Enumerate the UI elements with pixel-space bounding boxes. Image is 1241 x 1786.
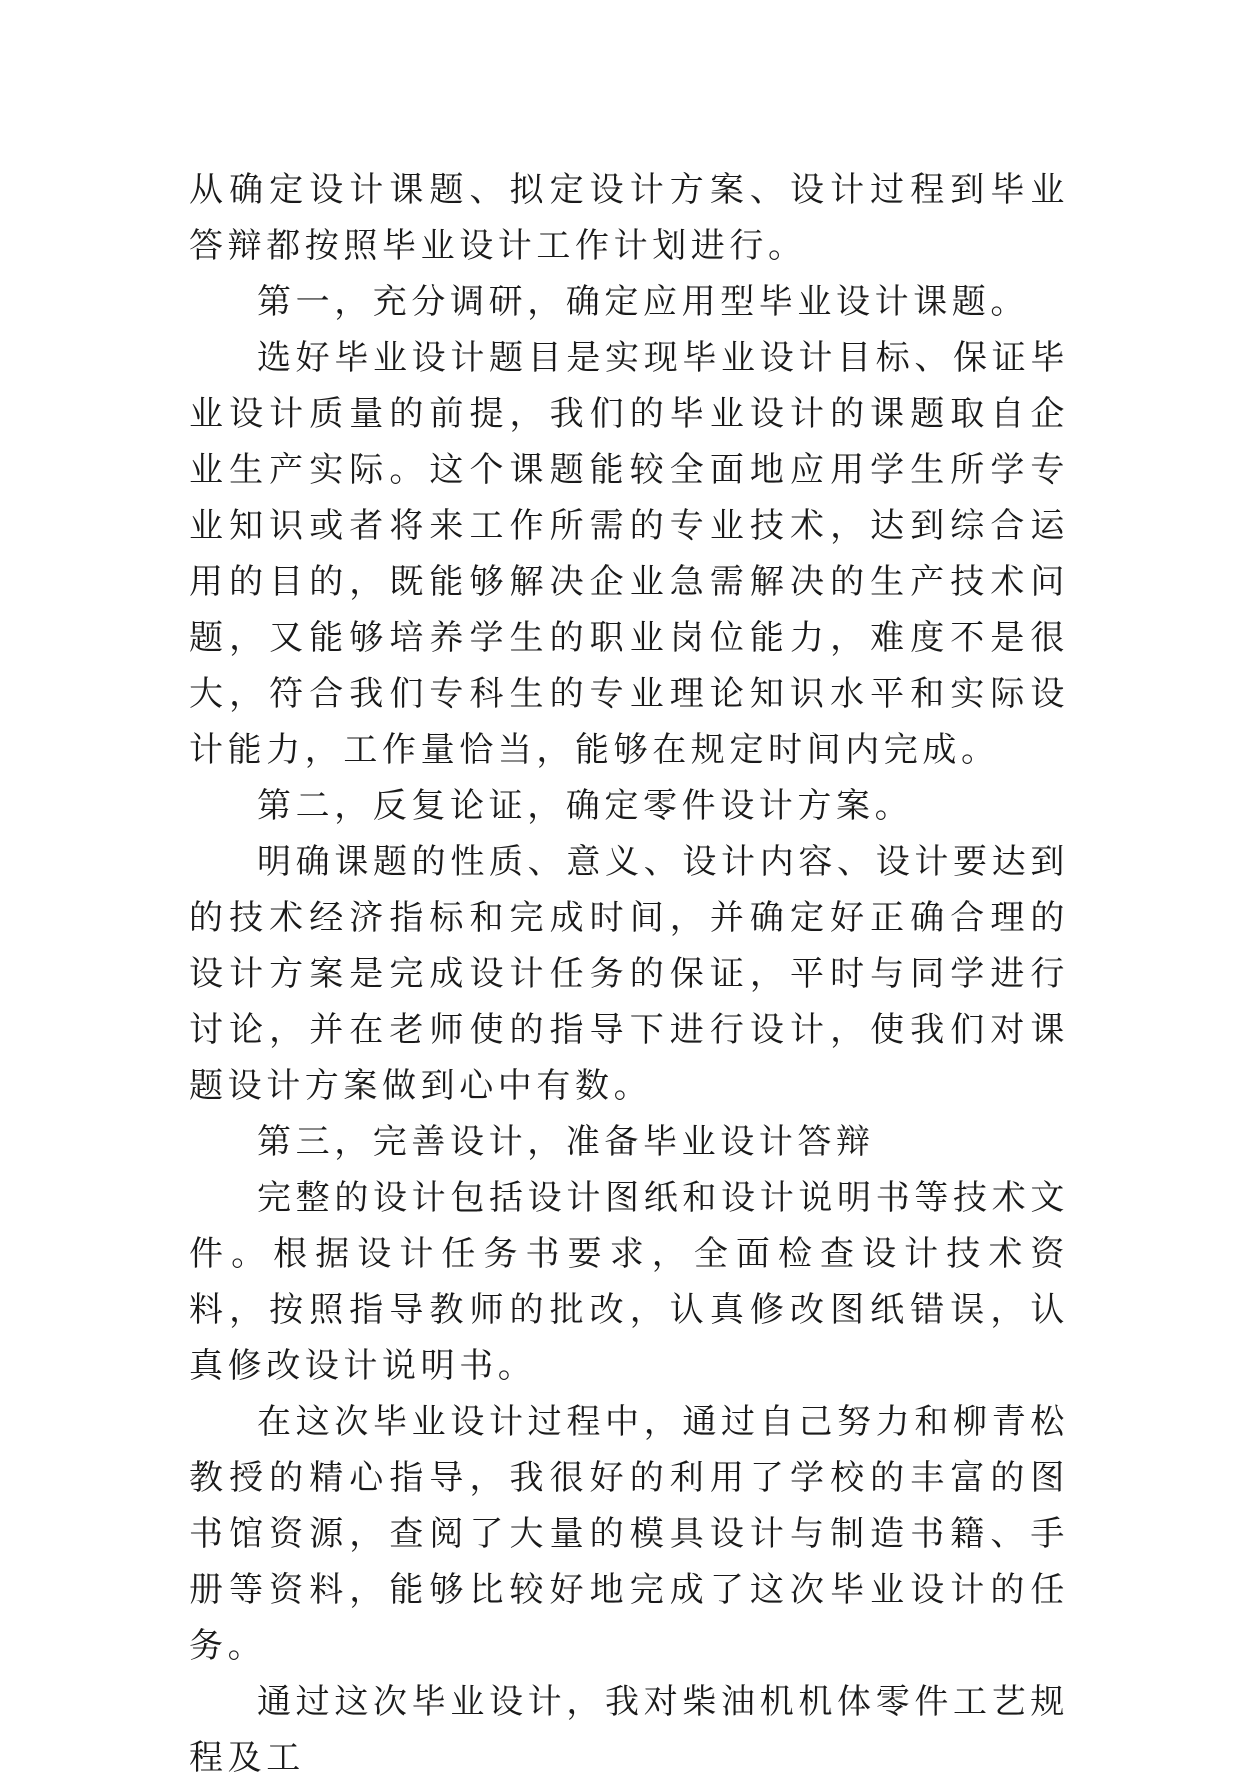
heading-step-two: 第二，反复论证，确定零件设计方案。 bbox=[257, 786, 914, 826]
paragraph-topic-selection: 选好毕业设计题目是实现毕业设计目标、保证毕业设计质量的前提，我们的毕业设计的课题取自企业生产实际。这个课题能较全面地应用学生所学专业知识或者将来工作所需的专业技术，达到综合运用的目的，既能够解决企业急需解决的生产技术问题，又能够培养学生的职业岗位能力，难度不是很大，符合我们专科生的专业理论知识水平和实际设计能力，工作量恰当，能够在规定时间内完成。 bbox=[189, 338, 1069, 770]
paragraph-conclusion-start: 通过这次毕业设计，我对柴油机机体零件工艺规程及工 bbox=[189, 1682, 1069, 1778]
document-body bbox=[189, 162, 1069, 1786]
paragraph-design-plan: 明确课题的性质、意义、设计内容、设计要达到的技术经济指标和完成时间，并确定好正确合理的设计方案是完成设计任务的保证，平时与同学进行讨论，并在老师使的指导下进行设计，使我们对课题设计方案做到心中有数。 bbox=[189, 842, 1069, 1106]
paragraph-acknowledgement: 在这次毕业设计过程中，通过自己努力和柳青松教授的精心指导，我很好的利用了学校的丰富的图书馆资源，查阅了大量的模具设计与制造书籍、手册等资料，能够比较好地完成了这次毕业设计的任务。 bbox=[189, 1402, 1069, 1666]
heading-step-three: 第三，完善设计，准备毕业设计答辩 bbox=[257, 1122, 875, 1162]
heading-step-one: 第一，充分调研，确定应用型毕业设计课题。 bbox=[257, 282, 1029, 322]
paragraph-design-documents: 完整的设计包括设计图纸和设计说明书等技术文件。根据设计任务书要求，全面检查设计技术资料，按照指导教师的批改，认真修改图纸错误，认真修改设计说明书。 bbox=[189, 1178, 1069, 1386]
paragraph-continuation: 从确定设计课题、拟定设计方案、设计过程到毕业答辩都按照毕业设计工作计划进行。 bbox=[189, 170, 1069, 266]
